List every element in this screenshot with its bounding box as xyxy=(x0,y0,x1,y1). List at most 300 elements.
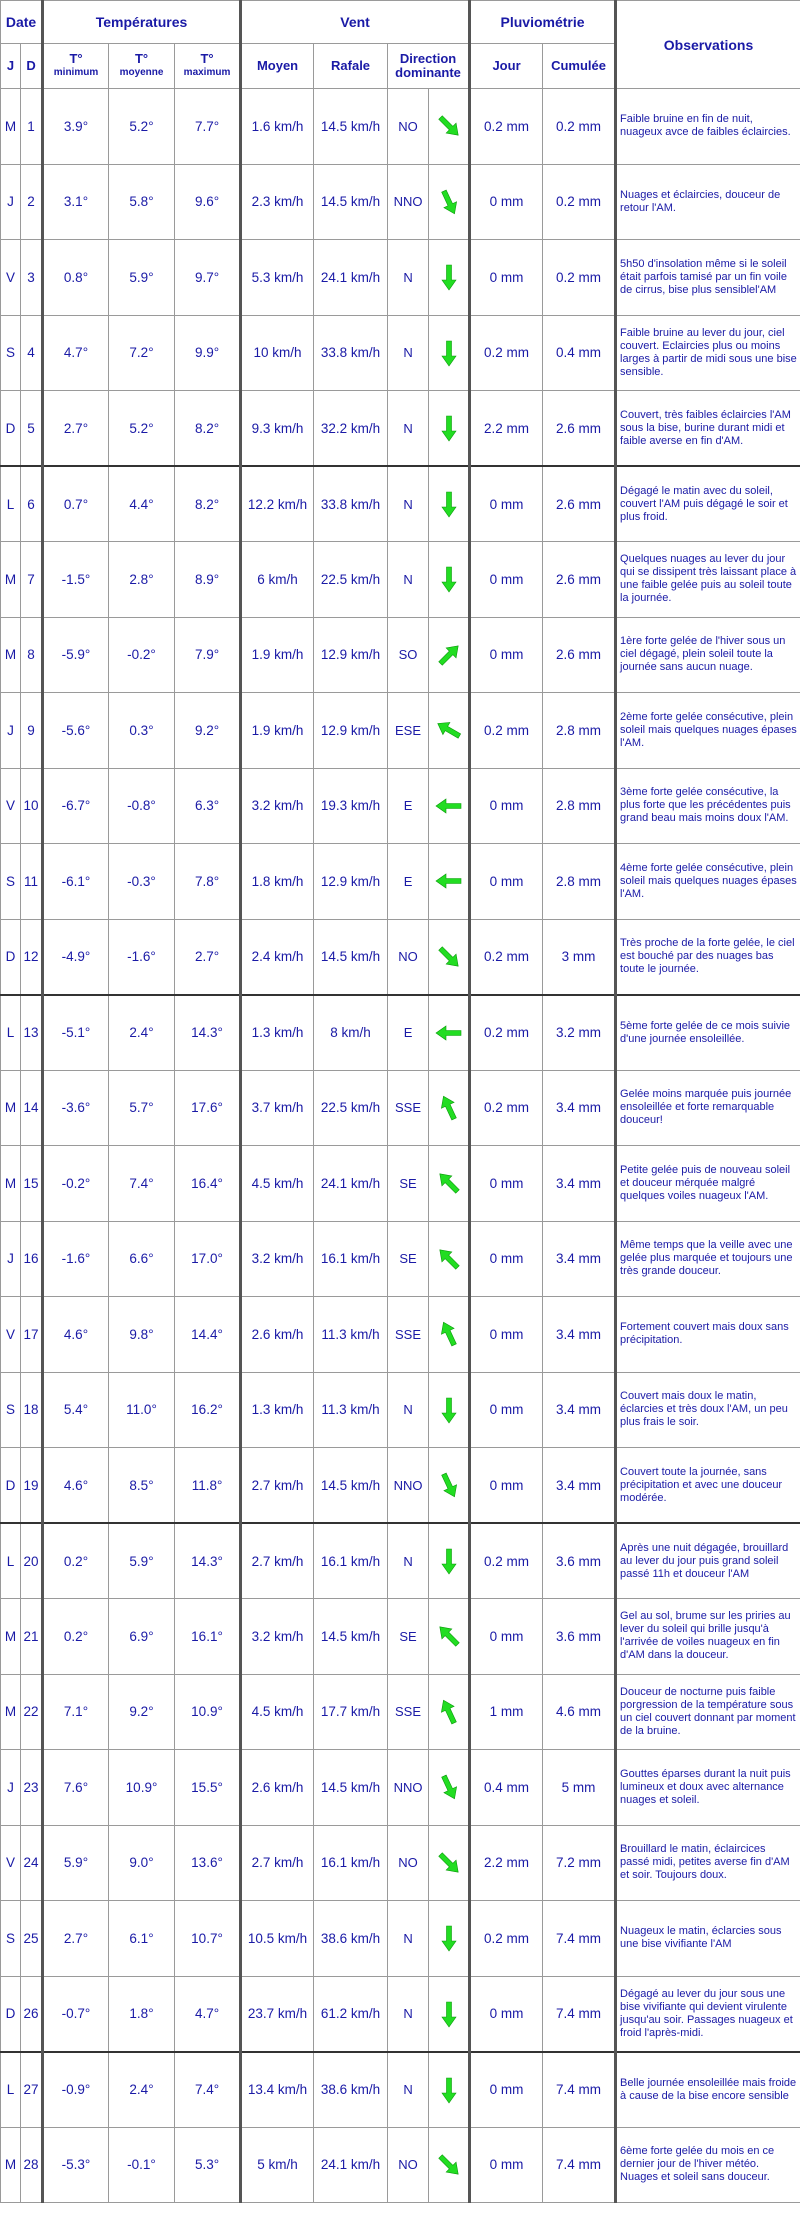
wind-arrow-shape xyxy=(437,188,460,217)
table-row xyxy=(1,768,800,844)
temp-avg: -0.2° xyxy=(109,617,175,693)
temp-min: 0.2° xyxy=(43,1599,109,1675)
temp-max: 2.7° xyxy=(175,919,241,995)
wind-gust: 12.9 km/h xyxy=(314,844,388,920)
temp-avg: 9.8° xyxy=(109,1297,175,1373)
wind-gust: 32.2 km/h xyxy=(314,391,388,467)
wind-arrow-cell xyxy=(429,1750,470,1826)
wind-avg: 1.9 km/h xyxy=(241,617,314,693)
temp-max: 5.3° xyxy=(175,2127,241,2203)
day-number: 15 xyxy=(21,1146,43,1222)
wind-arrow-cell xyxy=(429,240,470,316)
rain-day: 0 mm xyxy=(470,2127,543,2203)
temp-min: -6.7° xyxy=(43,768,109,844)
wind-direction: N xyxy=(388,542,429,618)
day-number: 23 xyxy=(21,1750,43,1826)
wind-arrow-icon xyxy=(434,1168,464,1198)
day-number: 11 xyxy=(21,844,43,920)
wind-avg: 10 km/h xyxy=(241,315,314,391)
wind-arrow-icon xyxy=(434,1244,464,1274)
wind-direction: SE xyxy=(388,1599,429,1675)
wind-gust: 16.1 km/h xyxy=(314,1825,388,1901)
temp-max: 14.3° xyxy=(175,1523,241,1599)
wind-arrow-icon xyxy=(434,1923,464,1953)
day-letter: J xyxy=(1,1750,21,1826)
observation: Couvert toute la journée, sans précipitation et avec une douceur modérée. xyxy=(616,1448,800,1524)
wind-arrow-cell xyxy=(429,89,470,165)
table-row xyxy=(1,391,800,467)
day-number: 5 xyxy=(21,391,43,467)
day-number: 17 xyxy=(21,1297,43,1373)
temp-avg: 2.4° xyxy=(109,2052,175,2128)
day-number: 6 xyxy=(21,466,43,542)
observation: 4ème forte gelée consécutive, plein soleil mais quelques nuages épases l'AM. xyxy=(616,844,800,920)
day-letter: D xyxy=(1,1448,21,1524)
wind-direction: N xyxy=(388,240,429,316)
table-row xyxy=(1,1070,800,1146)
wind-arrow-cell xyxy=(429,1372,470,1448)
temp-max: 16.1° xyxy=(175,1599,241,1675)
temp-min: -5.1° xyxy=(43,995,109,1071)
wind-direction: N xyxy=(388,2052,429,2128)
temp-avg: 7.2° xyxy=(109,315,175,391)
table-row xyxy=(1,617,800,693)
wind-arrow-icon xyxy=(434,791,464,821)
wind-arrow-shape xyxy=(442,492,456,517)
wind-avg: 2.7 km/h xyxy=(241,1448,314,1524)
table-row xyxy=(1,1146,800,1222)
wind-avg: 5.3 km/h xyxy=(241,240,314,316)
wind-arrow-cell xyxy=(429,995,470,1071)
temp-max: 16.2° xyxy=(175,1372,241,1448)
day-letter: L xyxy=(1,466,21,542)
wind-direction: NNO xyxy=(388,1448,429,1524)
temp-avg: -0.1° xyxy=(109,2127,175,2203)
rain-cumulative: 0.2 mm xyxy=(543,240,616,316)
temp-avg: 1.8° xyxy=(109,1976,175,2052)
day-number: 14 xyxy=(21,1070,43,1146)
rain-cumulative: 0.2 mm xyxy=(543,89,616,165)
header-tmin xyxy=(43,44,109,89)
wind-direction: E xyxy=(388,768,429,844)
rain-cumulative: 2.8 mm xyxy=(543,768,616,844)
wind-arrow-shape xyxy=(435,1849,463,1877)
wind-arrow-cell xyxy=(429,2127,470,2203)
temp-min: 7.1° xyxy=(43,1674,109,1750)
temp-max: 10.7° xyxy=(175,1901,241,1977)
observation: 3ème forte gelée consécutive, la plus forte que les précédentes puis grand beau mais moins doux l'AM. xyxy=(616,768,800,844)
wind-avg: 3.2 km/h xyxy=(241,1599,314,1675)
temp-max: 7.7° xyxy=(175,89,241,165)
rain-day: 0.2 mm xyxy=(470,1901,543,1977)
rain-day: 0 mm xyxy=(470,1372,543,1448)
temp-min: 3.1° xyxy=(43,164,109,240)
wind-arrow-shape xyxy=(442,1926,456,1951)
wind-arrow-shape xyxy=(434,718,463,743)
table-row xyxy=(1,1750,800,1826)
temp-min: -1.5° xyxy=(43,542,109,618)
day-letter: D xyxy=(1,1976,21,2052)
wind-avg: 1.9 km/h xyxy=(241,693,314,769)
temp-avg: 5.2° xyxy=(109,391,175,467)
wind-arrow-icon xyxy=(434,1621,464,1651)
rain-day: 0 mm xyxy=(470,164,543,240)
rain-cumulative: 7.4 mm xyxy=(543,2052,616,2128)
header-tmin-t: T° xyxy=(69,51,83,66)
wind-gust: 24.1 km/h xyxy=(314,1146,388,1222)
header-vent: Vent xyxy=(241,1,470,44)
rain-day: 0.2 mm xyxy=(470,1523,543,1599)
observation: Faible bruine en fin de nuit, nuageux avce de faibles éclaircies. xyxy=(616,89,800,165)
wind-arrow-cell xyxy=(429,844,470,920)
wind-arrow-shape xyxy=(442,1549,456,1574)
temp-min: -5.6° xyxy=(43,693,109,769)
wind-avg: 4.5 km/h xyxy=(241,1146,314,1222)
rain-day: 0 mm xyxy=(470,1146,543,1222)
day-letter: V xyxy=(1,1297,21,1373)
day-letter: M xyxy=(1,1070,21,1146)
wind-gust: 14.5 km/h xyxy=(314,1599,388,1675)
table-row xyxy=(1,1221,800,1297)
observation: Gouttes éparses durant la nuit puis lumineux et doux avec alternance nuages et soleil. xyxy=(616,1750,800,1826)
rain-day: 2.2 mm xyxy=(470,391,543,467)
rain-day: 0 mm xyxy=(470,240,543,316)
rain-day: 0 mm xyxy=(470,768,543,844)
rain-day: 0 mm xyxy=(470,617,543,693)
wind-arrow-cell xyxy=(429,1976,470,2052)
temp-min: -5.9° xyxy=(43,617,109,693)
day-number: 3 xyxy=(21,240,43,316)
wind-arrow-shape xyxy=(436,1026,461,1040)
table-row xyxy=(1,1599,800,1675)
wind-gust: 38.6 km/h xyxy=(314,2052,388,2128)
day-letter: J xyxy=(1,164,21,240)
wind-gust: 16.1 km/h xyxy=(314,1523,388,1599)
temp-avg: 11.0° xyxy=(109,1372,175,1448)
wind-gust: 24.1 km/h xyxy=(314,2127,388,2203)
day-number: 1 xyxy=(21,89,43,165)
wind-arrow-icon xyxy=(434,866,464,896)
header-tmoy-label: moyenne xyxy=(119,67,164,78)
rain-cumulative: 3 mm xyxy=(543,919,616,995)
temp-avg: -0.8° xyxy=(109,768,175,844)
wind-gust: 12.9 km/h xyxy=(314,617,388,693)
rain-day: 0 mm xyxy=(470,1297,543,1373)
temp-avg: 9.0° xyxy=(109,1825,175,1901)
wind-avg: 5 km/h xyxy=(241,2127,314,2203)
rain-cumulative: 7.2 mm xyxy=(543,1825,616,1901)
day-letter: L xyxy=(1,2052,21,2128)
wind-direction: SO xyxy=(388,617,429,693)
table-row xyxy=(1,844,800,920)
temp-max: 7.4° xyxy=(175,2052,241,2128)
wind-arrow-icon xyxy=(434,564,464,594)
header-observations: Observations xyxy=(616,1,800,89)
day-number: 13 xyxy=(21,995,43,1071)
header-tmin-label: minimum xyxy=(53,67,99,78)
temp-max: 7.8° xyxy=(175,844,241,920)
temp-avg: 5.9° xyxy=(109,1523,175,1599)
day-letter: S xyxy=(1,1372,21,1448)
header-temperatures: Températures xyxy=(43,1,241,44)
temp-avg: 5.9° xyxy=(109,240,175,316)
rain-day: 0 mm xyxy=(470,1448,543,1524)
wind-arrow-shape xyxy=(437,1773,460,1802)
wind-gust: 11.3 km/h xyxy=(314,1297,388,1373)
day-number: 24 xyxy=(21,1825,43,1901)
day-number: 10 xyxy=(21,768,43,844)
wind-direction: NO xyxy=(388,919,429,995)
temp-min: -5.3° xyxy=(43,2127,109,2203)
table-row xyxy=(1,466,800,542)
observation: Dégagé le matin avec du soleil, couvert l'AM puis dégagé le soir et plus froid. xyxy=(616,466,800,542)
temp-max: 17.6° xyxy=(175,1070,241,1146)
header-moyen: Moyen xyxy=(241,44,314,89)
day-letter: M xyxy=(1,617,21,693)
wind-arrow-shape xyxy=(435,113,463,141)
temp-max: 9.6° xyxy=(175,164,241,240)
wind-arrow-icon xyxy=(434,1848,464,1878)
header-tmax xyxy=(175,44,241,89)
wind-arrow-shape xyxy=(435,641,463,669)
day-number: 28 xyxy=(21,2127,43,2203)
observation: Même temps que la veille avec une gelée plus marquée et toujours une très grande douceur. xyxy=(616,1221,800,1297)
rain-cumulative: 2.6 mm xyxy=(543,617,616,693)
temp-max: 11.8° xyxy=(175,1448,241,1524)
rain-cumulative: 3.6 mm xyxy=(543,1523,616,1599)
wind-arrow-cell xyxy=(429,315,470,391)
observation: 2ème forte gelée consécutive, plein soleil mais quelques nuages épases l'AM. xyxy=(616,693,800,769)
wind-arrow-cell xyxy=(429,2052,470,2128)
table-row xyxy=(1,693,800,769)
wind-arrow-shape xyxy=(434,1622,462,1650)
wind-gust: 17.7 km/h xyxy=(314,1674,388,1750)
rain-day: 0.2 mm xyxy=(470,995,543,1071)
day-number: 22 xyxy=(21,1674,43,1750)
wind-gust: 14.5 km/h xyxy=(314,1750,388,1826)
wind-avg: 2.6 km/h xyxy=(241,1750,314,1826)
wind-arrow-cell xyxy=(429,164,470,240)
temp-min: 4.6° xyxy=(43,1297,109,1373)
table-row xyxy=(1,164,800,240)
wind-avg: 1.8 km/h xyxy=(241,844,314,920)
temp-avg: 6.9° xyxy=(109,1599,175,1675)
wind-direction: NO xyxy=(388,1825,429,1901)
header-j: J xyxy=(1,44,21,89)
wind-avg: 4.5 km/h xyxy=(241,1674,314,1750)
observation: Quelques nuages au lever du jour qui se dissipent très laissant place à une faible gelée puis au soleil toute la journée. xyxy=(616,542,800,618)
wind-gust: 12.9 km/h xyxy=(314,693,388,769)
wind-arrow-icon xyxy=(434,111,464,141)
header-tmoy-t: T° xyxy=(134,51,149,66)
wind-direction: SSE xyxy=(388,1070,429,1146)
day-letter: M xyxy=(1,89,21,165)
wind-gust: 33.8 km/h xyxy=(314,315,388,391)
wind-arrow-icon xyxy=(434,187,464,217)
wind-arrow-icon xyxy=(434,1395,464,1425)
wind-gust: 24.1 km/h xyxy=(314,240,388,316)
rain-cumulative: 3.4 mm xyxy=(543,1448,616,1524)
temp-min: -0.7° xyxy=(43,1976,109,2052)
day-number: 21 xyxy=(21,1599,43,1675)
day-letter: V xyxy=(1,768,21,844)
rain-day: 0 mm xyxy=(470,542,543,618)
temp-min: 2.7° xyxy=(43,1901,109,1977)
day-number: 19 xyxy=(21,1448,43,1524)
wind-gust: 14.5 km/h xyxy=(314,89,388,165)
observation: Fortement couvert mais doux sans précipitation. xyxy=(616,1297,800,1373)
temp-max: 17.0° xyxy=(175,1221,241,1297)
header-direction: Direction dominante xyxy=(388,44,470,89)
wind-avg: 1.6 km/h xyxy=(241,89,314,165)
temp-min: 2.7° xyxy=(43,391,109,467)
wind-arrow-icon xyxy=(434,489,464,519)
wind-avg: 12.2 km/h xyxy=(241,466,314,542)
rain-day: 0 mm xyxy=(470,2052,543,2128)
wind-arrow-shape xyxy=(442,416,456,441)
rain-day: 0 mm xyxy=(470,466,543,542)
observation: Douceur de nocturne puis faible porgression de la température sous un ciel couvert donnant par moment de la bruine. xyxy=(616,1674,800,1750)
wind-gust: 8 km/h xyxy=(314,995,388,1071)
temp-max: 10.9° xyxy=(175,1674,241,1750)
observation: Couvert mais doux le matin, éclarcies et très doux l'AM, un peu plus frais le soir. xyxy=(616,1372,800,1448)
wind-gust: 16.1 km/h xyxy=(314,1221,388,1297)
day-letter: L xyxy=(1,1523,21,1599)
wind-arrow-icon xyxy=(434,338,464,368)
rain-day: 0 mm xyxy=(470,844,543,920)
rain-cumulative: 2.6 mm xyxy=(543,466,616,542)
rain-day: 0.2 mm xyxy=(470,919,543,995)
wind-arrow-cell xyxy=(429,1448,470,1524)
wind-arrow-cell xyxy=(429,1599,470,1675)
wind-arrow-cell xyxy=(429,617,470,693)
wind-arrow-cell xyxy=(429,1297,470,1373)
day-letter: J xyxy=(1,1221,21,1297)
wind-arrow-cell xyxy=(429,1070,470,1146)
wind-arrow-cell xyxy=(429,1825,470,1901)
rain-cumulative: 4.6 mm xyxy=(543,1674,616,1750)
observation: 5h50 d'insolation même si le soleil était parfois tamisé par un fin voile de cirrus, bise plus sensiblel'AM xyxy=(616,240,800,316)
temp-avg: -1.6° xyxy=(109,919,175,995)
rain-cumulative: 7.4 mm xyxy=(543,2127,616,2203)
wind-avg: 2.7 km/h xyxy=(241,1523,314,1599)
day-letter: S xyxy=(1,1901,21,1977)
wind-arrow-cell xyxy=(429,1901,470,1977)
wind-arrow-cell xyxy=(429,693,470,769)
wind-arrow-icon xyxy=(434,2075,464,2105)
table-row xyxy=(1,919,800,995)
temp-max: 8.9° xyxy=(175,542,241,618)
observation: Gel au sol, brume sur les priries au lever du soleil qui brille jusqu'à l'arrivée de voiles nuageux en fin d'AM dans la douceur. xyxy=(616,1599,800,1675)
header-tmax-label: maximum xyxy=(183,67,231,78)
header-jour: Jour xyxy=(470,44,543,89)
wind-arrow-shape xyxy=(442,1398,456,1423)
rain-cumulative: 3.4 mm xyxy=(543,1146,616,1222)
wind-gust: 38.6 km/h xyxy=(314,1901,388,1977)
temp-min: 5.9° xyxy=(43,1825,109,1901)
wind-direction: SSE xyxy=(388,1297,429,1373)
wind-avg: 13.4 km/h xyxy=(241,2052,314,2128)
wind-avg: 10.5 km/h xyxy=(241,1901,314,1977)
temp-max: 8.2° xyxy=(175,466,241,542)
temp-avg: 0.3° xyxy=(109,693,175,769)
temp-min: 0.8° xyxy=(43,240,109,316)
rain-day: 0 mm xyxy=(470,1221,543,1297)
wind-arrow-icon xyxy=(434,1999,464,2029)
rain-cumulative: 2.6 mm xyxy=(543,391,616,467)
wind-direction: NNO xyxy=(388,1750,429,1826)
wind-arrow-shape xyxy=(437,1471,460,1500)
table-row xyxy=(1,1901,800,1977)
wind-direction: N xyxy=(388,391,429,467)
wind-arrow-shape xyxy=(437,1093,460,1122)
rain-cumulative: 3.6 mm xyxy=(543,1599,616,1675)
observation: Gelée moins marquée puis journée ensoleillée et forte remarquable douceur! xyxy=(616,1070,800,1146)
observation: Petite gelée puis de nouveau soleil et douceur mérquée malgré quelques voiles nuageux l'AM. xyxy=(616,1146,800,1222)
temp-avg: 7.4° xyxy=(109,1146,175,1222)
wind-direction: N xyxy=(388,1372,429,1448)
rain-day: 1 mm xyxy=(470,1674,543,1750)
temp-min: 3.9° xyxy=(43,89,109,165)
wind-direction: N xyxy=(388,1523,429,1599)
observation: Belle journée ensoleillée mais froide à cause de la bise encore sensible xyxy=(616,2052,800,2128)
table-row xyxy=(1,2052,800,2128)
day-letter: D xyxy=(1,391,21,467)
day-number: 27 xyxy=(21,2052,43,2128)
wind-gust: 22.5 km/h xyxy=(314,1070,388,1146)
temp-min: -1.6° xyxy=(43,1221,109,1297)
temp-avg: 10.9° xyxy=(109,1750,175,1826)
wind-gust: 11.3 km/h xyxy=(314,1372,388,1448)
observation: 1ère forte gelée de l'hiver sous un ciel dégagé, plein soleil toute la journée sans aucun nuage. xyxy=(616,617,800,693)
rain-day: 0 mm xyxy=(470,1976,543,2052)
temp-avg: 5.7° xyxy=(109,1070,175,1146)
table-row xyxy=(1,240,800,316)
rain-cumulative: 7.4 mm xyxy=(543,1901,616,1977)
wind-arrow-cell xyxy=(429,466,470,542)
header-pluviometrie: Pluviométrie xyxy=(470,1,616,44)
temp-avg: 6.6° xyxy=(109,1221,175,1297)
wind-arrow-shape xyxy=(435,943,463,971)
temp-min: -6.1° xyxy=(43,844,109,920)
day-number: 8 xyxy=(21,617,43,693)
rain-cumulative: 3.2 mm xyxy=(543,995,616,1071)
table-row xyxy=(1,1976,800,2052)
day-number: 9 xyxy=(21,693,43,769)
temp-avg: 8.5° xyxy=(109,1448,175,1524)
table-row xyxy=(1,995,800,1071)
temp-avg: 5.8° xyxy=(109,164,175,240)
temp-min: -4.9° xyxy=(43,919,109,995)
rain-cumulative: 3.4 mm xyxy=(543,1221,616,1297)
wind-arrow-icon xyxy=(434,1697,464,1727)
temp-min: -3.6° xyxy=(43,1070,109,1146)
temp-avg: -0.3° xyxy=(109,844,175,920)
wind-arrow-shape xyxy=(437,1697,460,1726)
day-letter: V xyxy=(1,1825,21,1901)
wind-arrow-icon xyxy=(434,1470,464,1500)
wind-avg: 2.6 km/h xyxy=(241,1297,314,1373)
day-number: 26 xyxy=(21,1976,43,2052)
rain-day: 0.2 mm xyxy=(470,315,543,391)
observation: Nuageux le matin, éclarcies sous une bise vivifiante l'AM xyxy=(616,1901,800,1977)
header-cumulee: Cumulée xyxy=(543,44,616,89)
temp-max: 14.3° xyxy=(175,995,241,1071)
temp-min: 7.6° xyxy=(43,1750,109,1826)
wind-arrow-shape xyxy=(442,2002,456,2027)
day-number: 25 xyxy=(21,1901,43,1977)
wind-avg: 2.7 km/h xyxy=(241,1825,314,1901)
